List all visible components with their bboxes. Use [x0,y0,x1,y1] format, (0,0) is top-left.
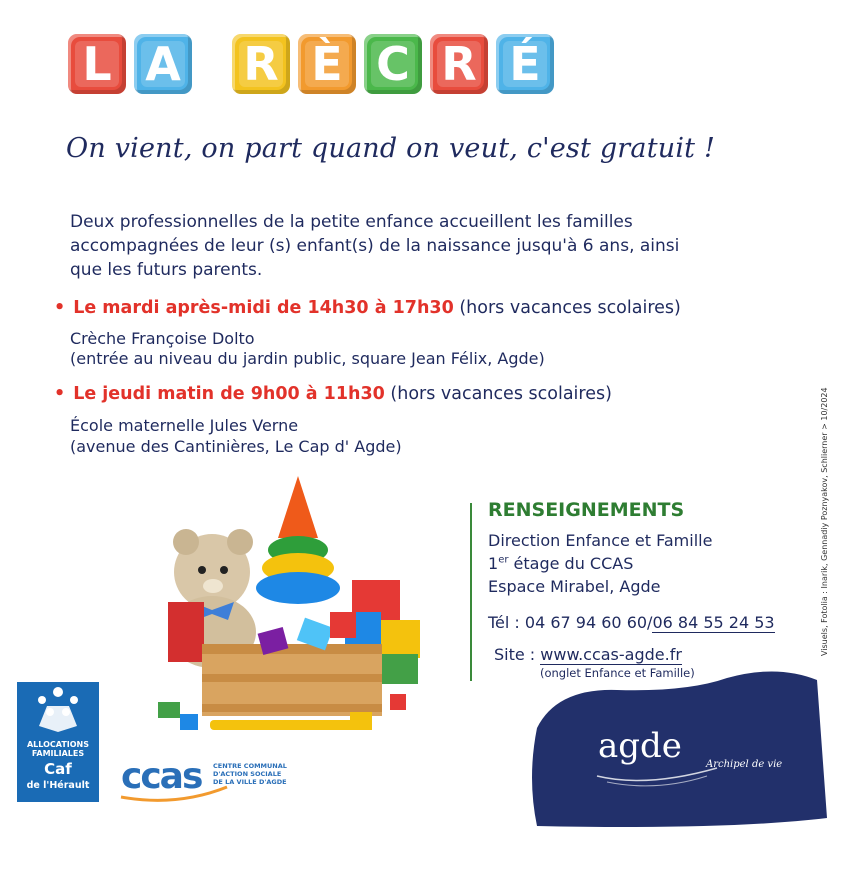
title-block: R [430,34,488,94]
bullet-icon: • [54,298,66,318]
family-icon [17,682,99,738]
title-block: R [232,34,290,94]
info-phone: Tél : 04 67 94 60 60/06 84 55 24 53 [488,613,775,632]
title-block: É [496,34,554,94]
info-floor: 1er étage du CCAS [488,554,634,573]
agde-tagline: Archipel de vie [706,759,783,770]
info-website: Site : www.ccas-agde.fr [494,645,682,664]
ccas-description: CENTRE COMMUNAL D'ACTION SOCIALE DE LA VILLE D'AGDE [213,762,287,786]
title-block: È [298,34,356,94]
agde-logo: agde [598,726,682,766]
ccas-logo: ccas [121,756,202,797]
bullet-icon: • [54,384,66,404]
info-divider [470,503,472,681]
info-title: RENSEIGNEMENTS [488,499,685,521]
tagline: On vient, on part quand on veut, c'est gratuit ! [66,133,716,164]
slot-thursday-title: • Le jeudi matin de 9h00 à 11h30 (hors vacances scolaires) [54,384,612,404]
slot-tuesday-place: Crèche Françoise Dolto [70,329,255,348]
title-block: A [134,34,192,94]
title-block: L [68,34,126,94]
slot-thursday-address: (avenue des Cantinières, Le Cap d' Agde) [70,437,402,456]
photo-credit: Visuels, Fotolia : Inarik, Gennadiy Poznyakov, Schlierner > 10/2024 [820,387,829,656]
toys-illustration [150,462,440,742]
website-link[interactable]: www.ccas-agde.fr [540,645,682,664]
info-website-note: (onglet Enfance et Famille) [540,666,695,680]
slot-tuesday-address: (entrée au niveau du jardin public, square Jean Félix, Agde) [70,349,545,368]
phone-link[interactable]: 06 84 55 24 53 [652,613,775,632]
info-department: Direction Enfance et Famille [488,531,713,550]
info-address: Espace Mirabel, Agde [488,577,661,596]
caf-logo: ALLOCATIONS FAMILIALES Caf de l'Hérault [17,682,99,802]
slot-tuesday-title: • Le mardi après-midi de 14h30 à 17h30 (hors vacances scolaires) [54,298,681,318]
title-block: C [364,34,422,94]
slot-thursday-place: École maternelle Jules Verne [70,416,299,435]
title-blocks [68,34,554,94]
intro-text: Deux professionnelles de la petite enfance accueillent les familles accompagnées de leur (s) enfant(s) de la naissance jusqu'à 6 ans, ainsi que les futurs parents. [70,212,680,280]
